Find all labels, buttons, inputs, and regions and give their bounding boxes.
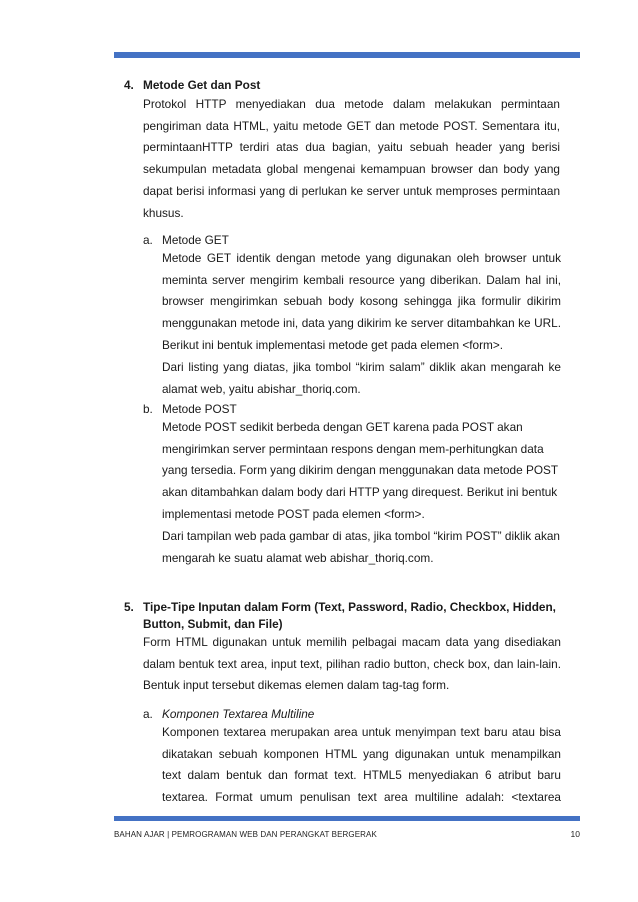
footer-label: BAHAN AJAR | PEMROGRAMAN WEB DAN PERANGKAT BERGERAK [114,830,377,839]
subsection-letter: a. [143,233,153,247]
footer-rule [114,816,580,821]
page-number: 10 [570,829,580,839]
subsection-letter: b. [143,402,153,416]
section-title-line-2: Button, Submit, dan File) [143,617,283,631]
subsection-title: Metode GET [162,233,229,247]
subsection-get-body-2: Dari listing yang diatas, jika tombol “kirim salam” diklik akan mengarah ke alamat web, yaitu abishar_thoriq.com. [162,360,561,396]
subsection-title: Metode POST [162,402,237,416]
section-number: 5. [124,600,134,614]
subsection-post-body-2: Dari tampilan web pada gambar di atas, jika tombol “kirim POST” diklik akan mengarah ke suatu alamat web abishar_thoriq.com. [162,529,560,565]
section-4-intro: Protokol HTTP menyediakan dua metode dalam melakukan permintaan pengiriman data HTML, yaitu metode GET dan metode POST. Sementara itu, permintaanHTTP terdiri atas dua bagian, yaitu sebuah header yang berisi sekumpulan metadata global mengenai kemampuan browser dan body yang dapat berisi informasi yang di perlukan ke server untuk memproses permintaan khusus. [143,97,560,220]
subsection-textarea-body: Komponen textarea merupakan area untuk menyimpan text baru atau bisa dikatakan sebuah komponen HTML yang digunakan untuk menampilkan text dalam bentuk dan format text. HTML5 menyediakan 6 atribut baru textarea. Format umum penulisan text area multiline adalah: <textarea [162,725,561,805]
section-title: Metode Get dan Post [143,78,261,92]
section-number: 4. [124,78,134,92]
section-5-intro: Form HTML digunakan untuk memilih pelbagai macam data yang disediakan dalam bentuk text area, input text, pilihan radio button, check box, dan lain-lain. Bentuk input tersebut dikemas elemen dalam tag-tag form. [143,635,561,693]
subsection-letter: a. [143,707,153,721]
section-title-line-1: Tipe-Tipe Inputan dalam Form (Text, Password, Radio, Checkbox, Hidden, [143,600,556,614]
subsection-title: Komponen Textarea Multiline [162,707,315,721]
section-5-heading [124,598,574,634]
header-rule [114,52,580,58]
subsection-get-body: Metode GET identik dengan metode yang digunakan oleh browser untuk meminta server mengirim kembali resource yang diberikan. Dalam hal ini, browser mengirimkan sebuah body kosong sehingga jika formulir dikirim menggunakan metode ini, data yang dikirim ke server ditambahkan ke URL. Berikut ini bentuk implementasi metode get pada elemen <form>. [162,251,561,352]
subsection-post-body: Metode POST sedikit berbeda dengan GET karena pada POST akan mengirimkan server permintaan respons dengan mem-perhitungkan data yang tersedia. Form yang dikirim dengan menggunakan data metode POST akan ditambahkan dalam body dari HTTP yang direquest. Berikut ini bentuk implementasi metode POST pada elemen <form>. [162,420,558,521]
